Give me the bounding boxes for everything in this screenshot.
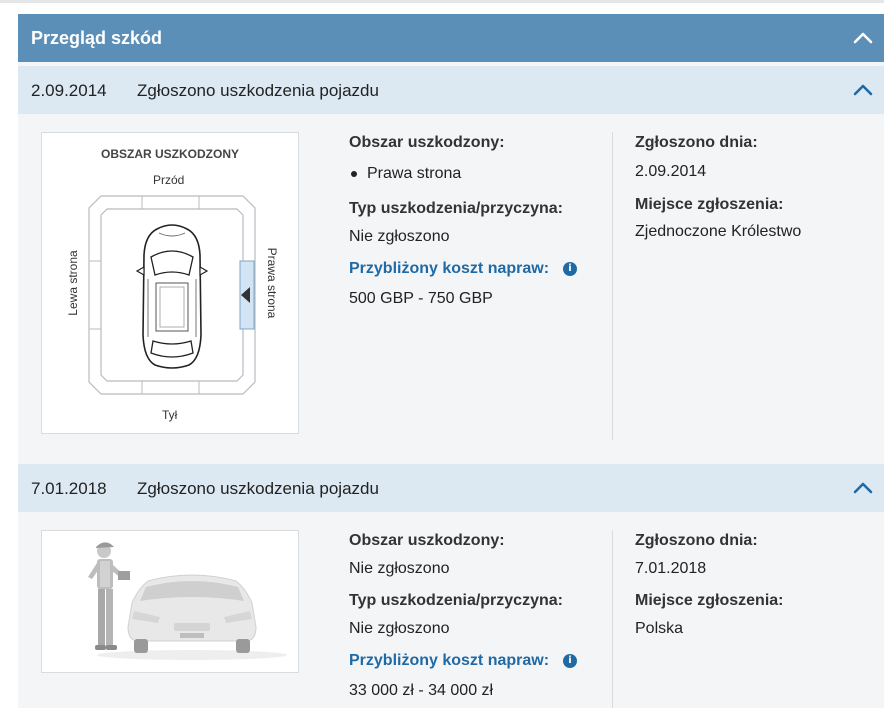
column-divider	[612, 132, 613, 440]
damage-type-label: Typ uszkodzenia/przyczyna:	[349, 200, 563, 217]
damage-type-label: Typ uszkodzenia/przyczyna:	[349, 592, 563, 609]
panel-title: Przegląd szkód	[31, 28, 163, 48]
reported-date-value: 7.01.2018	[635, 560, 707, 577]
record-header[interactable]	[18, 66, 884, 114]
record-header[interactable]	[18, 464, 884, 512]
diagram-front-label: Przód	[153, 173, 185, 187]
reported-place-label: Miejsce zgłoszenia:	[635, 592, 784, 609]
diagram-title: OBSZAR USZKODZONY	[101, 147, 239, 161]
mechanic-car-icon	[42, 531, 298, 672]
chevron-up-icon[interactable]	[852, 31, 874, 45]
damage-type-value: Nie zgłoszono	[349, 228, 450, 245]
damage-overview-panel	[18, 14, 884, 708]
reported-date-label: Zgłoszono dnia:	[635, 532, 758, 549]
repair-cost-label: Przybliżony koszt napraw:	[349, 260, 550, 277]
reported-place-label: Miejsce zgłoszenia:	[635, 196, 784, 213]
repair-cost-value: 500 GBP - 750 GBP	[349, 290, 493, 307]
record-date: 2.09.2014	[31, 81, 107, 100]
record-title: Zgłoszono uszkodzenia pojazdu	[137, 81, 379, 100]
damage-area-item: Prawa strona	[367, 165, 462, 182]
reported-date-label: Zgłoszono dnia:	[635, 134, 758, 151]
damage-area-label: Obszar uszkodzony:	[349, 134, 505, 151]
damage-area-value: Nie zgłoszono	[349, 560, 450, 577]
column-divider	[612, 530, 613, 708]
car-top-view-icon	[87, 195, 257, 395]
reported-place-value: Zjednoczone Królestwo	[635, 223, 802, 240]
mechanic-with-car-illustration	[41, 530, 299, 673]
reported-place-value: Polska	[635, 620, 684, 637]
record-date: 7.01.2018	[31, 479, 107, 498]
repair-cost-label: Przybliżony koszt napraw:	[349, 652, 550, 669]
damage-area-diagram	[41, 132, 299, 434]
info-icon[interactable]: i	[563, 262, 577, 276]
diagram-rear-label: Tył	[162, 408, 178, 422]
chevron-up-icon[interactable]	[852, 481, 874, 495]
damage-area-label: Obszar uszkodzony:	[349, 532, 505, 549]
info-icon[interactable]: i	[563, 654, 577, 668]
panel-header[interactable]	[18, 14, 884, 62]
reported-date-value: 2.09.2014	[635, 163, 707, 180]
repair-cost-value: 33 000 zł - 34 000 zł	[349, 682, 494, 699]
top-divider	[0, 0, 884, 3]
damage-type-value: Nie zgłoszono	[349, 620, 450, 637]
list-bullet	[351, 171, 357, 177]
diagram-right-label: Prawa strona	[265, 247, 279, 319]
diagram-left-label: Lewa strona	[66, 250, 80, 316]
chevron-up-icon[interactable]	[852, 83, 874, 97]
record-title: Zgłoszono uszkodzenia pojazdu	[137, 479, 379, 498]
